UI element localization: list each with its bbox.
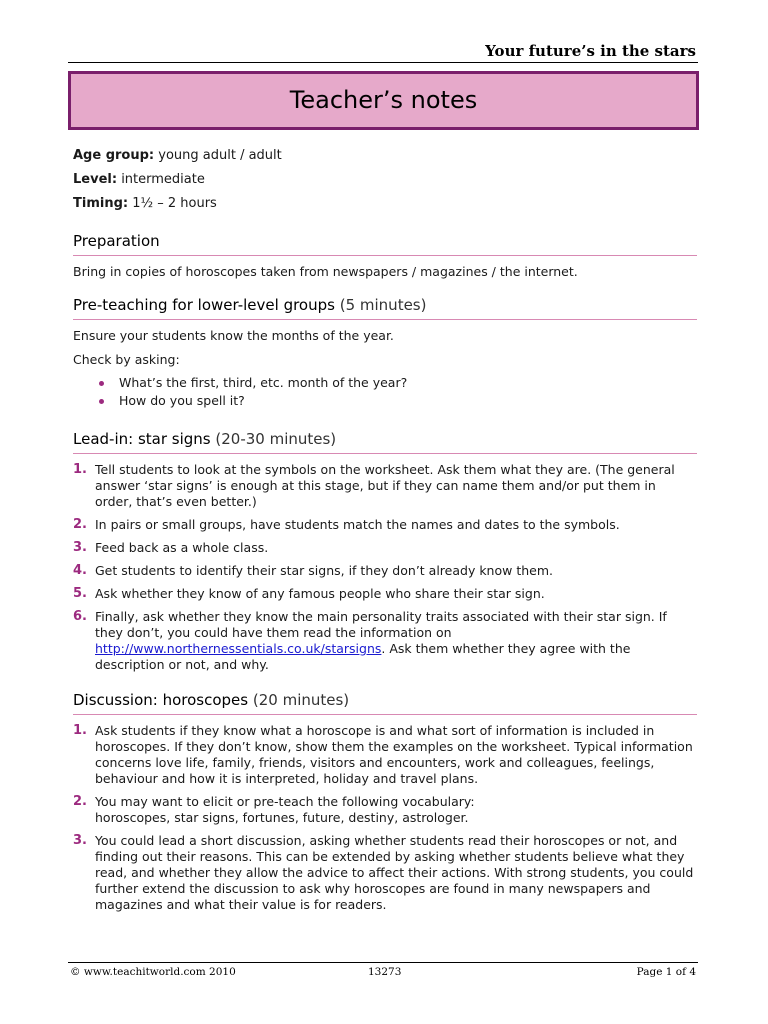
running-header: [68, 40, 698, 63]
leadin-list: [73, 462, 697, 673]
meta-block: [73, 144, 697, 216]
list-item: 1. Ask students if they know what a horoscope is and what sort of information is included in horoscopes. If they don’t know, show them the examples on the worksheet. Typical information concerns love life, family, friends, visitors and encounters, work and colleagues, feelings, behaviour and how it is interpreted, holiday and travel plans.: [73, 723, 693, 786]
list-item: 2. You may want to elicit or pre-teach the following vocabulary: horoscopes, star signs, fortunes, future, destiny, astrologer.: [73, 794, 475, 825]
discussion-heading: Discussion: horoscopes (20 minutes): [73, 691, 697, 715]
list-item: 6. Finally, ask whether they know the main personality traits associated with their star sign. If they don’t, you could have them read the information on http://www.northernessentials.co.uk/starsigns. Ask them whether they agree with the description or not, and why.: [73, 609, 667, 672]
footer-code: 13273: [368, 966, 402, 978]
list-item: What’s the first, third, etc. month of the year?: [73, 374, 697, 392]
preteach-text: Ensure your students know the months of the year.: [73, 328, 394, 343]
preteach-bullets: [73, 374, 697, 410]
list-item: 1. Tell students to look at the symbols on the worksheet. Ask them what they are. (The general answer ‘star signs’ is enough at this stage, but if they can name them and/or put them in order, that’s even better.): [73, 462, 675, 509]
list-item: 3. Feed back as a whole class.: [73, 540, 269, 555]
level-row: Level: intermediate: [73, 172, 205, 187]
leadin-heading: Lead-in: star signs (20-30 minutes): [73, 430, 697, 454]
list-item: 3. You could lead a short discussion, asking whether students read their horoscopes or not, and finding out their reasons. This can be extended by asking whether students believe what they read, and whether they allow the advice to affect their actions. With strong students, you could further extend the discussion to ask why horoscopes are found in many newspapers and magazines and what their value is for readers.: [73, 833, 694, 912]
list-item: 2. In pairs or small groups, have students match the names and dates to the symbols.: [73, 517, 620, 532]
title-banner: [68, 71, 699, 130]
footer-page-number: Page 1 of 4: [636, 966, 696, 978]
age-group-row: Age group: young adult / adult: [73, 148, 282, 163]
list-item: How do you spell it?: [73, 392, 697, 410]
starsigns-link[interactable]: http://www.northernessentials.co.uk/starsigns: [95, 641, 382, 656]
running-header-title: Your future’s in the stars: [485, 42, 696, 60]
preparation-heading: Preparation: [73, 232, 697, 256]
main-content: [73, 144, 697, 920]
preteach-check: Check by asking:: [73, 352, 180, 367]
preteach-heading: Pre-teaching for lower-level groups (5 minutes): [73, 296, 697, 320]
discussion-list: [73, 723, 697, 913]
timing-row: Timing: 1½ – 2 hours: [73, 196, 217, 211]
list-item: 5. Ask whether they know of any famous people who share their star sign.: [73, 586, 545, 601]
page-title: Teacher’s notes: [289, 86, 478, 114]
list-item: 4. Get students to identify their star signs, if they don’t already know them.: [73, 563, 553, 578]
page-footer: [68, 962, 698, 978]
footer-copyright: © www.teachitworld.com 2010: [70, 966, 236, 978]
preparation-text: Bring in copies of horoscopes taken from newspapers / magazines / the internet.: [73, 264, 578, 279]
